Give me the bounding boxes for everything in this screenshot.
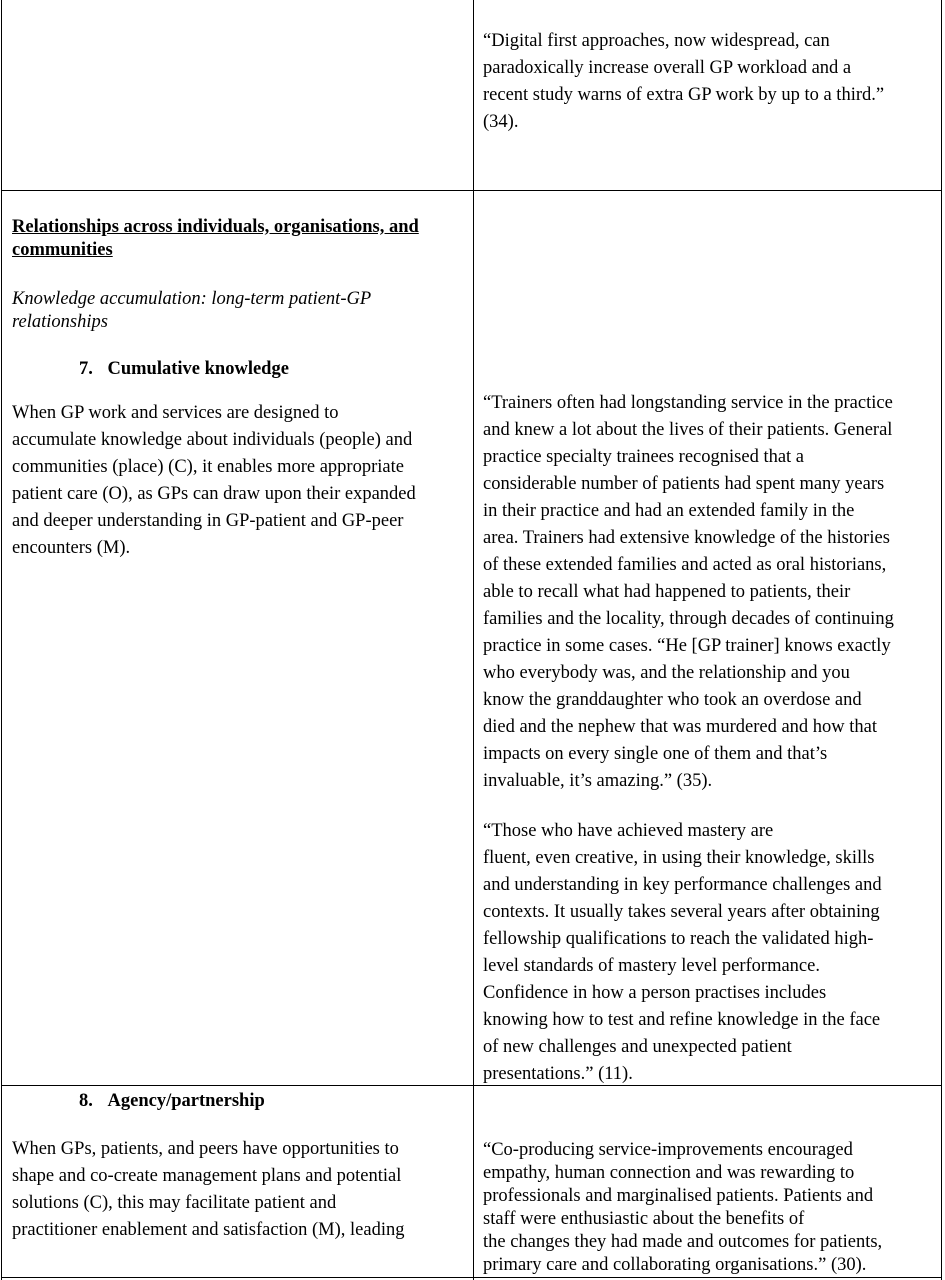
item-7-quote-2: “Those who have achieved mastery are fluent, even creative, in using their knowledge, skills and understanding in key performance challenges and contexts. It usually takes several years after obtaining fellowship qualifications to reach the validated high- level standards of mastery level performance. Confidence in how a person practises includes knowing how to test and refine knowledge in the face of new challenges and unexpected patient presentations.” (11). (483, 821, 882, 1084)
item-8-number: 8. (79, 1091, 93, 1111)
table-border-bottom (1, 1277, 942, 1278)
section-heading: Relationships across individuals, organisations, and communities (12, 217, 419, 260)
table-border-left (1, 0, 2, 1280)
item-8-title: Agency/partnership (107, 1091, 265, 1111)
item-8-quote: “Co-producing service-improvements encouraged empathy, human connection and was rewarding to professionals and marginalised patients. Patients and staff were enthusiastic about the benefits of the changes they had made and outcomes for patients, primary care and collaborating organisations.” (30). (483, 1140, 883, 1275)
table-column-divider (473, 0, 474, 1280)
item-7-quote-1: “Trainers often had longstanding service in the practice and knew a lot about the lives of their patients. General practice specialty trainees recognised that a considerable number of patients had spent many years in their practice and had an extended family in the area. Trainers had extensive knowledge of the histories of these extended families and acted as oral historians, able to recall what had happened to patients, their families and the locality, through decades of continuing practice in some cases. “He [GP trainer] knows exactly who everybody was, and the relationship and you know the granddaughter who took an overdose and died and the nephew that was murdered and how that impacts on every single one of them and that’s invaluable, it’s amazing.” (35). (483, 393, 894, 791)
item-7-heading (79, 357, 289, 381)
row1-quote: “Digital first approaches, now widespread, can paradoxically increase overall GP workload and a recent study warns of extra GP work by up to a third.” (34). (483, 31, 885, 132)
item-7-title: Cumulative knowledge (107, 359, 289, 379)
item-8-body: When GPs, patients, and peers have opportunities to shape and co-create management plans and potential solutions (C), this may facilitate patient and practitioner enablement and satisfaction (M), leading (12, 1139, 405, 1240)
table-row-divider-1 (1, 190, 942, 191)
section-subheading: Knowledge accumulation: long-term patient-GP relationships (12, 289, 372, 332)
item-7-body: When GP work and services are designed to accumulate knowledge about individuals (people) and communities (place) (C), it enables more appropriate patient care (O), as GPs can draw upon their expanded and deeper understanding in GP-patient and GP-peer encounters (M). (12, 403, 416, 558)
table-border-right (941, 0, 942, 1280)
item-7-number: 7. (79, 359, 93, 379)
item-8-heading (79, 1089, 265, 1113)
